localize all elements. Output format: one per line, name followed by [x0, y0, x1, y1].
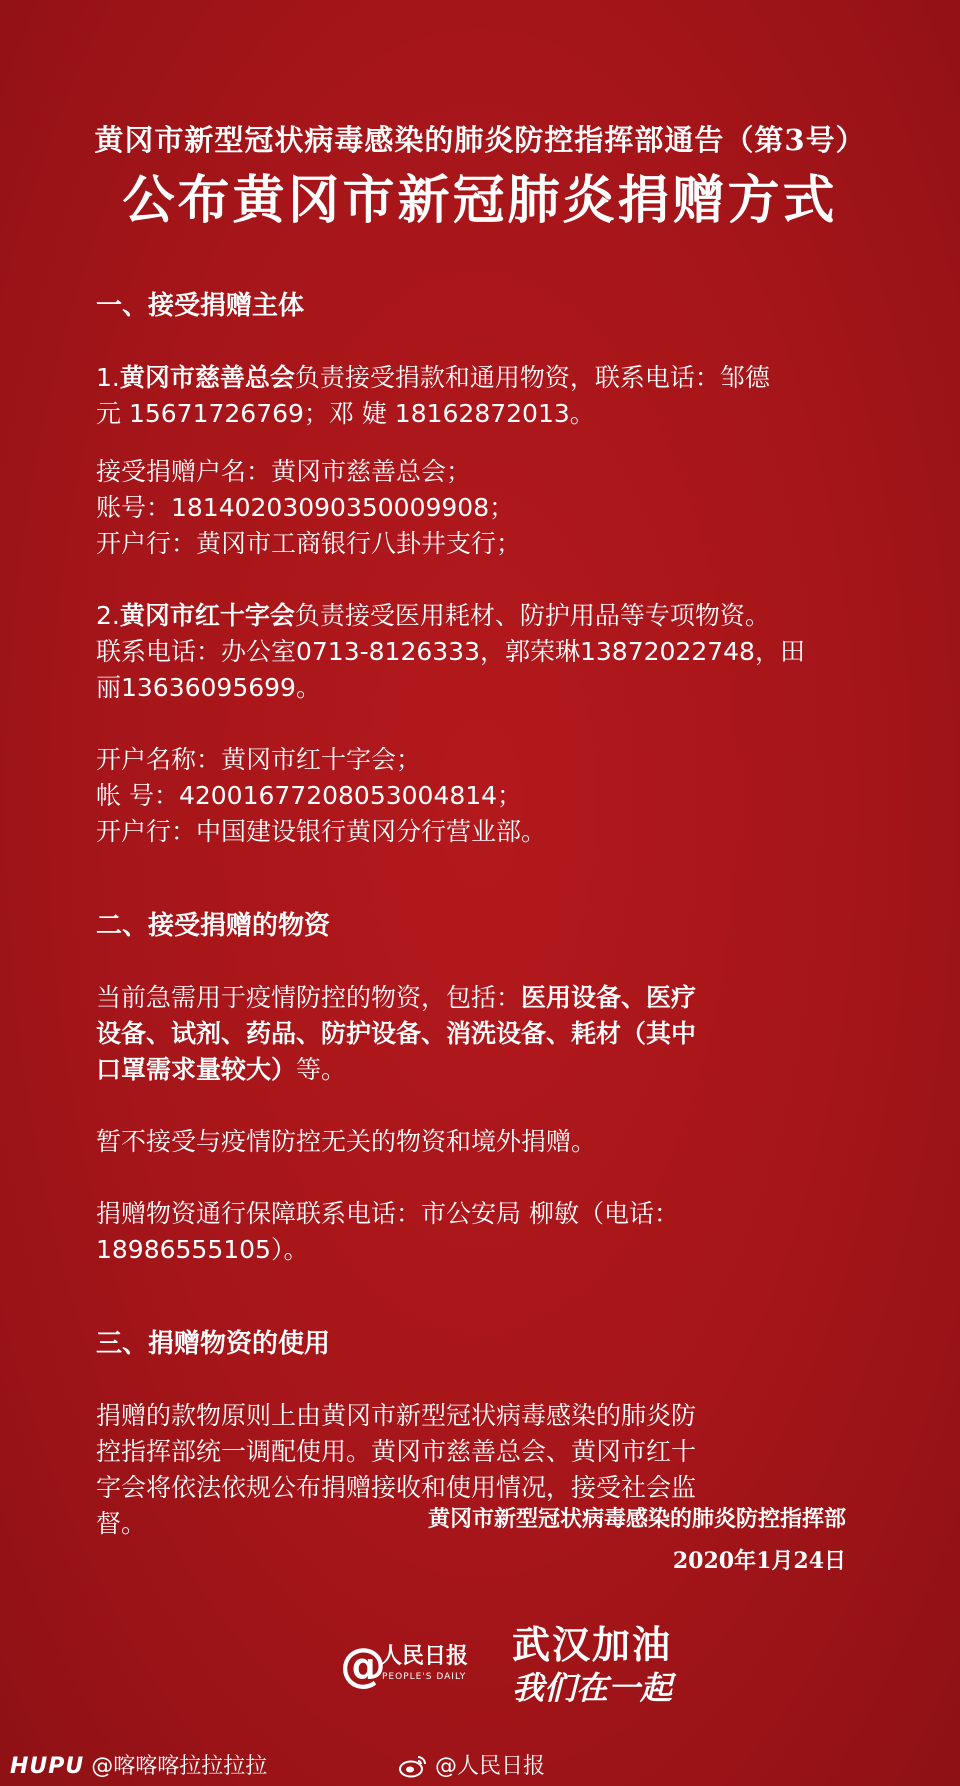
item2-number: 2. — [96, 601, 120, 630]
para1-suffix: 等。 — [296, 1055, 347, 1084]
at-sign: @ — [340, 1638, 386, 1692]
section3-line2: 控指挥部统一调配使用。黄冈市慈善总会、黄冈市红十 — [96, 1437, 697, 1466]
signature-date: 2020年1月24日 — [672, 1548, 846, 1574]
item1-account-no: 账号：18140203090350009908； — [96, 493, 515, 522]
hupu-watermark — [10, 1752, 267, 1782]
item2-org: 黄冈市红十字会 — [119, 601, 295, 630]
signature-org: 黄冈市新型冠状病毒感染的肺炎防控指挥部 — [427, 1506, 846, 1532]
para1-bold1: 医用设备、医疗 — [521, 983, 697, 1012]
weibo-watermark — [398, 1752, 545, 1782]
section1-item1-line1 — [96, 360, 856, 396]
section2-para3-line1: 捐赠物资通行保障联系电话：市公安局 柳敏（电话： — [96, 1199, 679, 1228]
section2-heading: 二、接受捐赠的物资 — [96, 911, 331, 941]
logo-row — [0, 1622, 960, 1712]
wuhan-jiayou-line2: 我们在一起 — [512, 1669, 673, 1707]
item1-contacts: 元 15671726769；邓 婕 18162872013。 — [96, 399, 595, 428]
section3-line3: 字会将依法依规公布捐赠接收和使用情况，接受社会监 — [96, 1473, 697, 1502]
para1-prefix: 当前急需用于疫情防控的物资，包括： — [96, 983, 522, 1012]
wuhan-jiayou-logo — [512, 1622, 672, 1708]
section1-heading: 一、接受捐赠主体 — [96, 291, 305, 321]
notice-subtitle: 黄冈市新型冠状病毒感染的肺炎防控指挥部通告（第3号） — [94, 123, 866, 157]
section2-para1-line3 — [96, 1052, 856, 1088]
item1-org: 黄冈市慈善总会 — [119, 363, 295, 392]
item2-phones-line2: 丽13636095699。 — [96, 673, 321, 702]
section2-para1-line2 — [96, 1016, 856, 1052]
hupu-user: @喀喀喀拉拉拉拉 — [91, 1754, 268, 1779]
peoples-daily-en: PEOPLE'S DAILY — [382, 1672, 467, 1682]
weibo-icon — [398, 1754, 428, 1778]
para1-bold3: 口罩需求量较大） — [96, 1055, 297, 1084]
section1-item2-line1 — [96, 598, 856, 634]
section2-para3-line2: 18986555105）。 — [96, 1235, 309, 1264]
notice-body — [96, 288, 856, 1542]
section3-line4: 督。 — [96, 1509, 147, 1538]
section3-line1: 捐赠的款物原则上由黄冈市新型冠状病毒感染的肺炎防 — [96, 1401, 697, 1430]
item1-number: 1. — [96, 363, 120, 392]
item2-phones-line1: 联系电话：办公室0713-8126333，郭荣琳13872022748，田 — [96, 637, 805, 666]
item2-account-name: 开户名称：黄冈市红十字会； — [96, 745, 422, 774]
item1-desc: 负责接受捐款和通用物资，联系电话：邹德 — [294, 363, 770, 392]
section2-para1-line1 — [96, 980, 856, 1016]
section3-heading: 三、捐赠物资的使用 — [96, 1329, 331, 1359]
signature-block — [428, 1498, 846, 1582]
item2-account-no: 帐 号：42001677208053004814； — [96, 781, 523, 810]
item2-desc: 负责接受医用耗材、防护用品等专项物资。 — [294, 601, 770, 630]
item1-account-name: 接受捐赠户名：黄冈市慈善总会； — [96, 457, 472, 486]
para1-bold2: 设备、试剂、药品、防护设备、消洗设备、耗材（其中 — [96, 1019, 697, 1048]
hupu-brand: HUPU — [10, 1754, 85, 1779]
weibo-user: @人民日报 — [435, 1754, 546, 1779]
wuhan-jiayou-line1: 武汉加油 — [512, 1623, 673, 1667]
item2-bank: 开户行：中国建设银行黄冈分行营业部。 — [96, 817, 547, 846]
peoples-daily-logo — [340, 1640, 470, 1690]
section2-para2: 暂不接受与疫情防控无关的物资和境外捐赠。 — [96, 1127, 597, 1156]
notice-title: 公布黄冈市新冠肺炎捐赠方式 — [122, 171, 838, 231]
item1-bank: 开户行：黄冈市工商银行八卦井支行； — [96, 529, 522, 558]
peoples-daily-name: 人民日报 — [380, 1644, 469, 1669]
